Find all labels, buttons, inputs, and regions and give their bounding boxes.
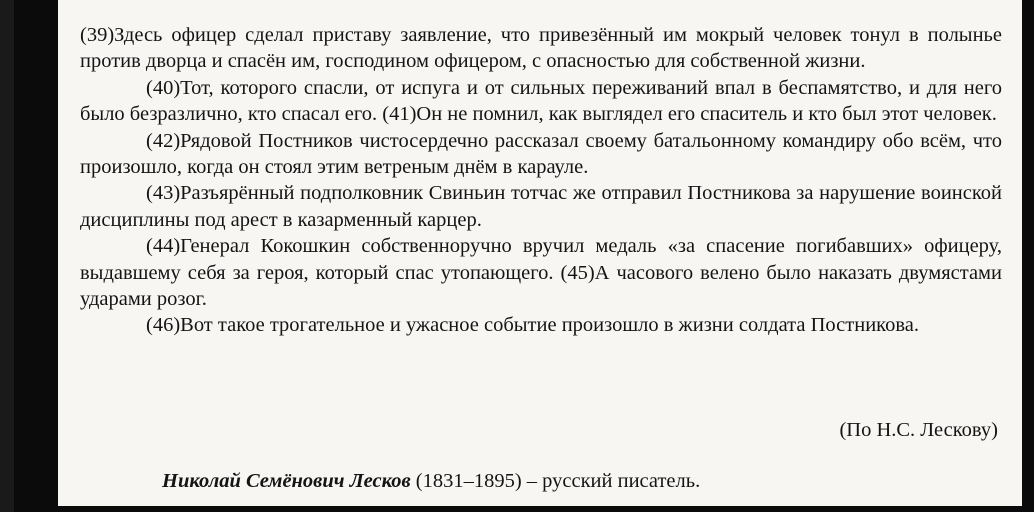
paragraph: (40)Тот, которого спасли, от испуга и от сильных переживаний впал в беспамятство, и для него было безразлично, кто спасал его. (41)Он не помнил, как выглядел его спаситель и кто был этот человек. bbox=[80, 76, 1002, 126]
paragraph: (46)Вот такое трогательное и ужасное событие произошло в жизни солдата Постникова. bbox=[146, 314, 919, 337]
author-description: – русский писатель. bbox=[526, 470, 701, 492]
source-attribution: (По Н.С. Лескову) bbox=[839, 419, 998, 441]
paragraph: (39)Здесь офицер сделал приставу заявление, что привезённый им мокрый человек тонул в полынье против дворца и спасён им, господином офицером, с опасностью для собственной жизни. bbox=[80, 24, 1002, 73]
dark-scan-edge bbox=[0, 0, 14, 512]
paragraph: (44)Генерал Кокошкин собственноручно вручил медаль «за спасение погибавших» офицеру, выдавшему себя за героя, который спас утопающего. (45)А часового велено было наказать двумястами ударами розог. bbox=[80, 235, 1002, 311]
document-page bbox=[58, 0, 1022, 506]
paragraph: (43)Разъярённый подполковник Свиньин тотчас же отправил Постникова за нарушение воинской дисциплины под арест в казарменный карцер. bbox=[80, 182, 1002, 231]
author-name: Николай Семёнович Лесков bbox=[162, 470, 411, 492]
text-body bbox=[80, 22, 1002, 339]
paragraph: (42)Рядовой Постников чистосердечно рассказал своему батальонному командиру обо всём, что произошло, когда он стоял этим ветреным днём в карауле. bbox=[80, 129, 1002, 179]
author-info bbox=[162, 468, 700, 494]
author-years: (1831–1895) bbox=[415, 470, 522, 492]
